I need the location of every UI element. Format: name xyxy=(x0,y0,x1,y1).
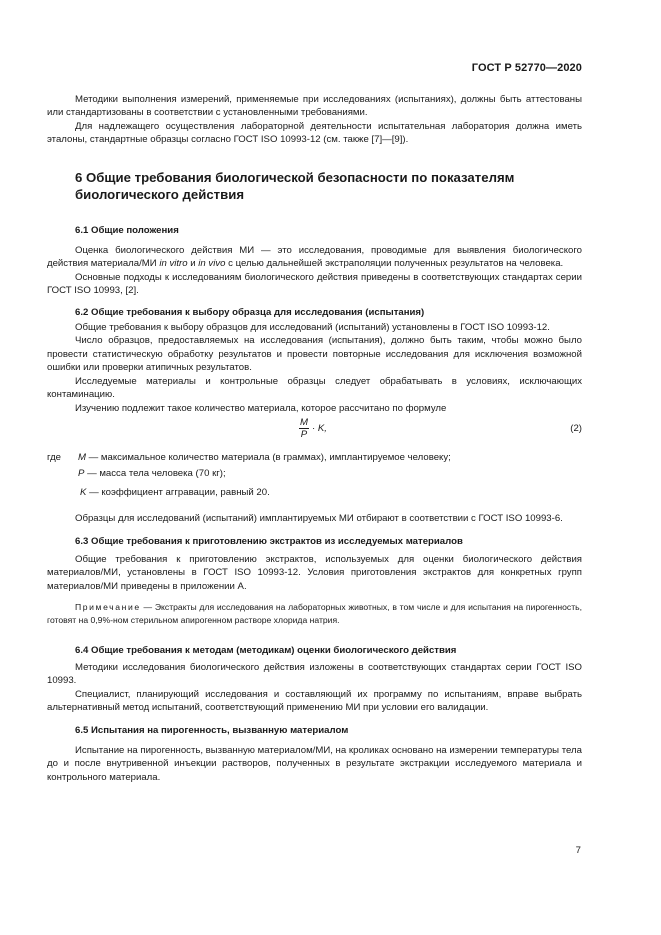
intro-paragraph-1: Методики выполнения измерений, применяемые при исследованиях (испытаниях), должны быть аттестованы или стандартизованы в соответствии с установленными требованиями. xyxy=(47,94,582,119)
intro-paragraph-2: Для надлежащего осуществления лабораторной деятельности испытательная лаборатория должна иметь эталоны, стандартные образцы согласно ГОСТ ISO 10993-12 (см. также [7]—[9]). xyxy=(47,120,582,146)
page-content xyxy=(47,93,582,784)
section-6-1-paragraph-1: Оценка биологического действия МИ — это исследования, проводимые для выявления биологического действия материала/МИ in vitro и in vivo с целью дальнейшей экстраполяции полученных результатов на человека. xyxy=(47,245,582,270)
section-6-2-paragraph-2: Число образцов, предоставляемых на исследования (испытания), должно быть таким, чтобы можно было провести статистическую обработку результатов и провести повторные исследования для исключения возможной ошибки или проверки атипичных результатов. xyxy=(47,335,582,374)
where-line-m: где M — максимальное количество материала (в граммах), имплантируемое человеку; xyxy=(47,451,451,463)
section-6-4-paragraph-1: Методики исследования биологического действия изложены в соответствующих стандартах серии ГОСТ ISO 10993. xyxy=(47,661,582,687)
section-6-1-paragraph-2: Основные подходы к исследованиям биологического действия приведены в соответствующих стандартах серии ГОСТ ISO 10993, [2]. xyxy=(47,271,582,297)
section-6-3-paragraph-1: Общие требования к приготовлению экстрактов, используемых для оценки биологического действия материалов/МИ, установлены в ГОСТ ISO 10993-12. Условия приготовления экстрактов для конкретных групп материалов/МИ приведены в приложении А. xyxy=(47,553,582,592)
section-6-2-paragraph-3: Исследуемые материалы и контрольные образцы следует обрабатывать в условиях, исключающих контаминацию. xyxy=(47,375,582,401)
section-6-5-title: 6.5 Испытания на пирогенность, вызванную материалом xyxy=(75,725,349,737)
section-6-title: 6 Общие требования биологической безопасности по показателям биологического действия xyxy=(75,169,515,202)
formula-denominator: P xyxy=(300,428,308,440)
section-6-2-paragraph-5: Образцы для исследований (испытаний) имплантируемых МИ отбирают в соответствии с ГОСТ ISO 10993-6. xyxy=(75,513,563,525)
section-6-4-title: 6.4 Общие требования к методам (методикам) оценки биологического действия xyxy=(75,645,457,657)
formula-numerator: M xyxy=(300,416,308,428)
formula-expression xyxy=(299,417,327,440)
document-code: ГОСТ Р 52770—2020 xyxy=(471,62,582,74)
formula-number: (2) xyxy=(570,422,582,434)
section-6-4-paragraph-2: Специалист, планирующий исследования и составляющий их программу по испытаниям, вправе выбрать альтернативный метод испытаний, соответствующий применению МИ при условии его валидации. xyxy=(47,688,582,713)
section-6-2-title: 6.2 Общие требования к выбору образца для исследования (испытания) xyxy=(75,306,425,318)
where-line-k: K — коэффициент аггравации, равный 20. xyxy=(80,486,270,498)
section-6-2-paragraph-4: Изучению подлежит такое количество материала, которое рассчитано по формуле xyxy=(75,402,447,414)
section-6-1-title: 6.1 Общие положения xyxy=(75,224,179,236)
section-6-5-paragraph-1: Испытание на пирогенность, вызванную материалом/МИ, на кроликах основано на измерении температуры тела до и после внутривенной инъекции растворов, полученных в результате экстракции исследуемого материала и контрольного материала. xyxy=(47,744,582,783)
section-6-3-note: Примечание — Экстракты для исследования на лабораторных животных, в том числе и для испытания на пирогенность, готовят на 0,9%-ном стерильном апирогенном растворе хлорида натрия. xyxy=(47,602,582,625)
note-label: Примечание xyxy=(75,602,141,613)
formula-rest: · K, xyxy=(312,422,327,434)
formula xyxy=(47,415,582,445)
section-6-2-paragraph-1: Общие требования к выбору образцов для исследований (испытаний) установлены в ГОСТ ISO 10993-12. xyxy=(75,322,550,334)
section-6-3-title: 6.3 Общие требования к приготовлению экстрактов из исследуемых материалов xyxy=(75,535,463,547)
where-label: где xyxy=(47,451,62,463)
page-number: 7 xyxy=(575,845,581,856)
where-line-p: P — масса тела человека (70 кг); xyxy=(78,468,226,480)
